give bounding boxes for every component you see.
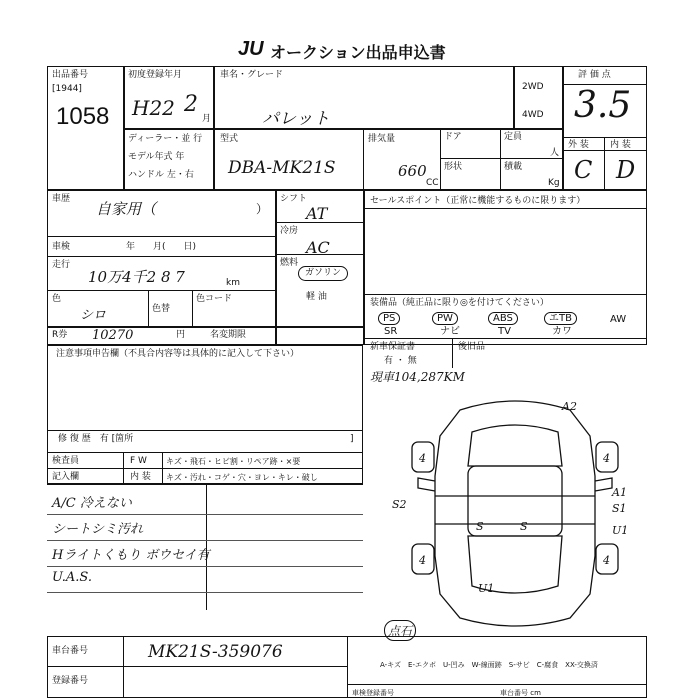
chassis-value: MK21S-359076	[148, 642, 283, 662]
diagram-code-s1: S1	[612, 502, 627, 515]
warranty-label: 新車保証書	[370, 342, 416, 352]
carname-label: 車名・グレード	[220, 70, 284, 80]
name-change: 名変期限	[210, 330, 247, 340]
equip-abs: ABS	[488, 312, 518, 325]
shaken-label: 車検	[52, 242, 71, 252]
tire-fl: 4	[419, 452, 426, 465]
shift-label: シフト	[280, 194, 308, 204]
int-value: D	[616, 156, 636, 184]
reg-label: 初度登録年月	[128, 70, 183, 80]
model-label: モデル年式 年	[128, 152, 185, 162]
note-line-4: U.A.S.	[52, 570, 92, 585]
person-unit: 人	[550, 148, 560, 158]
type-label: 型式	[220, 134, 239, 144]
km-unit: km	[226, 278, 240, 288]
color-label: 色	[52, 294, 62, 304]
lot-number: 1058	[56, 103, 110, 130]
tire-rl: 4	[419, 554, 426, 567]
tire-rr: 4	[603, 554, 610, 567]
diagram-code-u1-bottom: U1	[478, 582, 495, 595]
disp-label: 排気量	[368, 134, 396, 144]
note-line-2: シートシミ汚れ	[52, 522, 144, 537]
load-label: 積載	[504, 162, 523, 172]
foot-right: 車台番号 cm	[500, 689, 541, 697]
yen-unit: 円	[176, 330, 186, 340]
kg-unit: Kg	[548, 178, 560, 188]
header-logo: JU	[238, 38, 264, 60]
carname-value: パレット	[262, 109, 330, 129]
warranty-value: 有 ・ 無	[384, 356, 417, 366]
chassis-label: 車台番号	[52, 646, 89, 656]
flaws-int: キズ・汚れ・コゲ・穴・ヨレ・キレ・破し	[166, 473, 318, 482]
aircon-label: 冷房	[280, 226, 299, 236]
notes-header: 注意事項申告欄（不具合内容等は具体的に記入して下さい）	[56, 349, 300, 359]
reg-number-label: 登録番号	[52, 676, 89, 686]
cc-label: CC	[426, 178, 439, 188]
diesel-label: 軽 油	[306, 292, 327, 302]
note-line-3: Hライトくもり ボウセイ有	[52, 548, 210, 563]
reki-close: ）	[256, 202, 269, 216]
tire-fr: 4	[603, 452, 610, 465]
grade-value: 3.5	[574, 85, 632, 126]
aircon-value: AC	[306, 238, 330, 257]
diagram-note: 点石	[384, 620, 416, 641]
shupin-label: 出品番号	[52, 70, 89, 80]
equip-pw: PW	[432, 312, 458, 325]
dealer-label: ディーラー・並 行	[128, 134, 203, 144]
diagram-code-a2: A2	[562, 400, 577, 413]
fw-label: F W	[130, 456, 147, 466]
diagram-code-s2: S2	[392, 498, 407, 511]
drive-4wd: 4WD	[522, 110, 544, 120]
handle-label: ハンドル 左・右	[128, 170, 194, 180]
car-diagram	[390, 396, 640, 636]
door-label: ドア	[444, 132, 462, 142]
equip-label: 装備品（純正品に限り◎を付けてください）	[370, 298, 549, 308]
form-title: オークション出品申込書	[270, 43, 446, 62]
ext-value: C	[574, 156, 593, 184]
odometer-note: 現車104,287KM	[370, 370, 465, 384]
drive-2wd: 2WD	[522, 82, 544, 92]
reki-label: 車歴	[52, 194, 71, 204]
disp-value: 660	[398, 162, 427, 180]
shape-label: 形状	[444, 162, 463, 172]
diagram-code-s-right: S	[520, 520, 528, 533]
shaken-fmt: 年 月( 日)	[126, 242, 197, 252]
sales-point-label: セールスポイント（正常に機能するものに限ります）	[370, 196, 586, 206]
shift-value: AT	[306, 204, 328, 223]
color-change: 色替	[152, 304, 171, 314]
equip-etb: エTB	[544, 312, 577, 325]
month-suffix: 月	[202, 114, 212, 124]
repair-close: ]	[350, 434, 354, 444]
reg-month: 2	[184, 92, 198, 117]
mileage-label: 走行	[52, 260, 71, 270]
note-line-1: A/C 冷えない	[52, 496, 132, 511]
reki-value: 自家用（	[96, 200, 157, 218]
ext-label: 外 装	[568, 140, 589, 150]
equip-kawa: カワ	[552, 326, 572, 337]
recycle-label: R券	[52, 330, 68, 340]
entry-label: 記入欄	[52, 472, 80, 482]
color-value: シロ	[80, 308, 107, 323]
equip-tv: TV	[498, 326, 511, 337]
type-value: DBA-MK21S	[228, 158, 336, 178]
equip-ps: PS	[378, 312, 400, 325]
foot-left: 車検登録番号	[352, 689, 394, 697]
diagram-code-u1-right: U1	[612, 524, 629, 537]
grade-label: 評 価 点	[578, 70, 611, 80]
damage-legend: A-キズ E-エクボ U-凹み W-線面跡 S-サビ C-腐食 XX-交換済	[380, 661, 598, 669]
equip-sr: SR	[384, 326, 398, 337]
fuel-label: 燃料	[280, 258, 299, 268]
equip-aw: AW	[610, 314, 627, 325]
mileage-value: 10万4千2 8 7	[88, 268, 185, 286]
fuel-value: ガソリン	[298, 266, 348, 281]
recycle-value: 10270	[92, 328, 134, 343]
cap-label: 定員	[504, 132, 523, 142]
interior-label: 内 装	[130, 472, 151, 482]
after-label: 後旧品	[458, 342, 486, 352]
diagram-code-a1: A1	[612, 486, 627, 499]
reg-era: H22	[132, 96, 175, 120]
inspector-label: 検査員	[52, 456, 80, 466]
shupin-sub: [1944]	[52, 84, 82, 94]
repair-label: 修 復 歴 有 [箇所	[58, 434, 134, 444]
equip-navi: ナビ	[440, 326, 460, 337]
color-code: 色コード	[196, 294, 233, 304]
flaws-ext: キズ・飛石・ヒビ割・リペア跡・×要	[166, 457, 301, 466]
diagram-code-s-left: S	[476, 520, 484, 533]
int-label: 内 装	[610, 140, 631, 150]
